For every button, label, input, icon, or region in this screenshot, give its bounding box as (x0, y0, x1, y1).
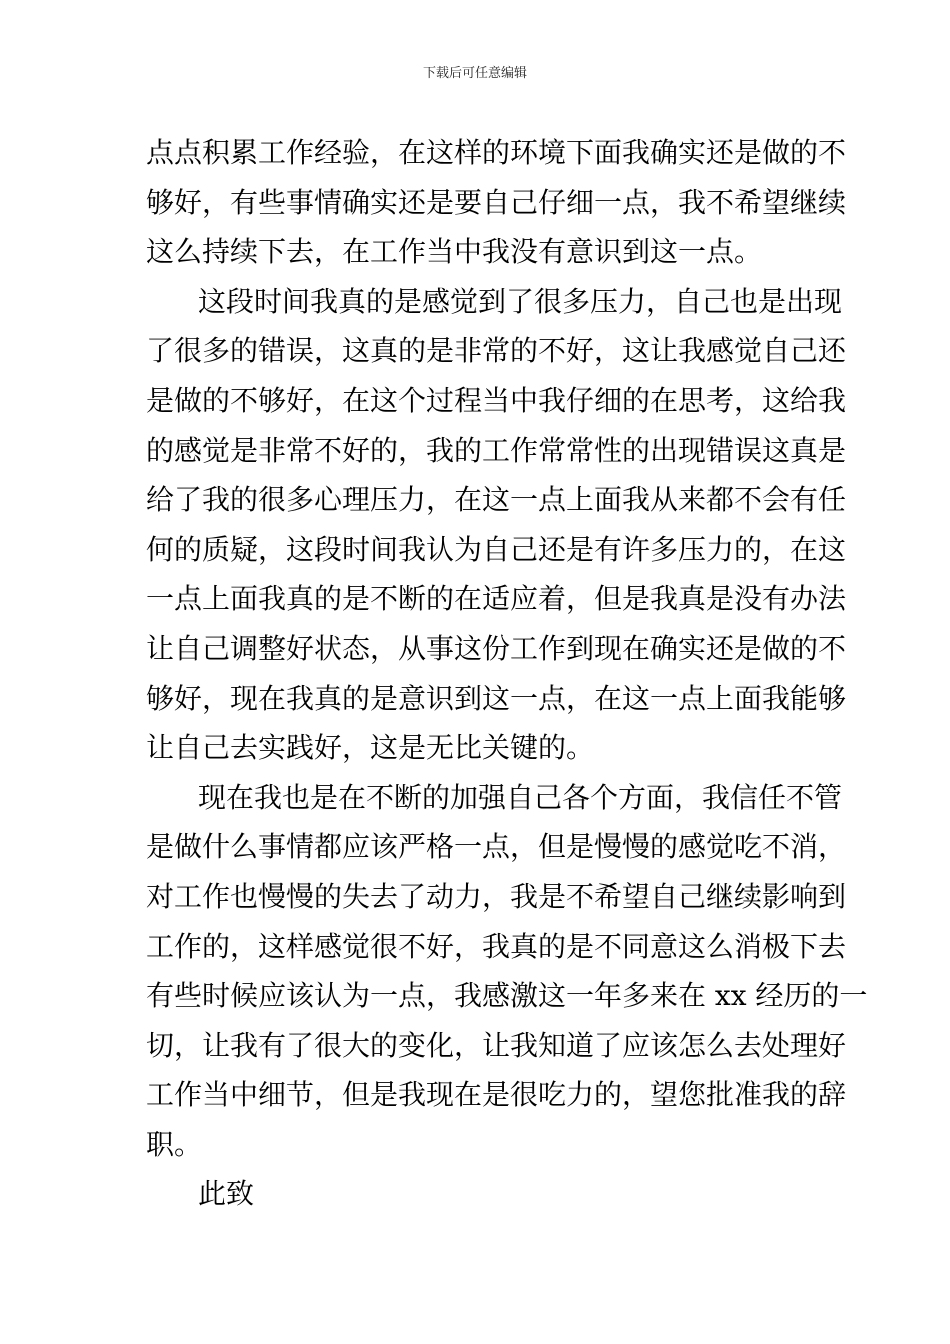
text-line: 对工作也慢慢的失去了动力，我是不希望自己继续影响到 (146, 879, 847, 913)
text-line: 够好，有些事情确实还是要自己仔细一点，我不希望继续 (146, 185, 847, 219)
letter-body (146, 128, 868, 1219)
text-line: 的感觉是非常不好的，我的工作常常性的出现错误这真是 (146, 433, 847, 467)
text-line: 点点积累工作经验，在这样的环境下面我确实还是做的不 (146, 136, 847, 169)
page-header-note: 下载后可任意编辑 (422, 66, 527, 81)
text-line: 让自己去实践好，这是无比关键的。 (146, 731, 595, 765)
text-line: 是做的不够好，在这个过程当中我仔细的在思考，这给我 (146, 383, 847, 417)
text-line: 这段时间我真的是感觉到了很多压力，自己也是出现 (198, 284, 843, 318)
text-line: 够好，现在我真的是意识到这一点，在这一点上面我能够 (146, 681, 847, 715)
text-line: 是做什么事情都应该严格一点，但是慢慢的感觉吃不消， (146, 830, 847, 864)
text-line: 让自己调整好状态，从事这份工作到现在确实还是做的不 (146, 631, 847, 665)
text-line: 何的质疑，这段时间我认为自己还是有许多压力的，在这 (146, 532, 847, 566)
text-line: 一点上面我真的是不断的在适应着，但是我真是没有办法 (146, 582, 847, 616)
text-line: 给了我的很多心理压力，在这一点上面我从来都不会有任 (146, 483, 847, 517)
text-line: 这么持续下去，在工作当中我没有意识到这一点。 (146, 235, 763, 269)
text-line: 了很多的错误，这真的是非常的不好，这让我感觉自己还 (146, 334, 847, 368)
closing-salutation (146, 1169, 806, 1219)
text-line: 切，让我有了很大的变化，让我知道了应该怎么去处理好 (146, 1028, 847, 1062)
text-line: 工作的，这样感觉很不好，我真的是不同意这么消极下去 (146, 929, 847, 963)
text-line: 工作当中细节，但是我现在是很吃力的，望您批准我的辞 (146, 1078, 847, 1112)
paragraph-2 (146, 277, 847, 773)
text-line: 此致 (198, 1177, 255, 1211)
paragraph-3 (146, 773, 868, 1170)
text-line: 职。 (146, 1127, 203, 1161)
text-line: 有些时候应该认为一点，我感激这一年多来在 xx 经历的一 (146, 979, 868, 1013)
paragraph-1 (146, 128, 847, 277)
text-line: 现在我也是在不断的加强自己各个方面，我信任不管 (198, 780, 843, 814)
